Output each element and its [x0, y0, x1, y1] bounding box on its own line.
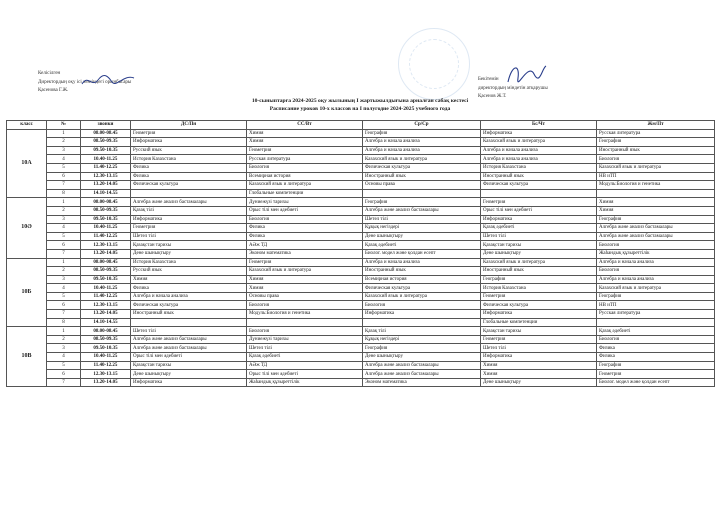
subject-cell: Биология: [363, 301, 481, 310]
subject-cell: [481, 189, 597, 198]
subject-cell: Модуль:Биология и генетика: [597, 181, 715, 190]
bell-time-cell: 14.10-14.55: [81, 318, 131, 327]
subject-cell: НВ иТП: [597, 172, 715, 181]
lesson-number-cell: 3: [47, 344, 81, 353]
bell-time-cell: 09.50-10.35: [81, 344, 131, 353]
table-row: [7, 215, 715, 224]
table-row: [7, 249, 715, 258]
subject-cell: Физика: [247, 232, 363, 241]
subject-cell: Геометрия: [481, 335, 597, 344]
lesson-number-cell: 5: [47, 232, 81, 241]
bell-time-cell: 09.50-10.35: [81, 146, 131, 155]
bell-time-cell: 14.10-14.55: [81, 189, 131, 198]
subject-cell: Қазақстан тарихы: [131, 241, 247, 250]
lesson-number-cell: 5: [47, 361, 81, 370]
subject-cell: Алгебра және анализ бастамалары: [363, 361, 481, 370]
schedule-body: [7, 129, 715, 387]
lesson-number-cell: 6: [47, 241, 81, 250]
approval-left-line-3: Қасенова Г.Ж.: [38, 88, 69, 93]
bell-time-cell: 13.20-14.05: [81, 310, 131, 319]
subject-cell: Русская литература: [597, 129, 715, 138]
bell-time-cell: 08.00-08.45: [81, 258, 131, 267]
subject-cell: Казахский язык и литература: [363, 292, 481, 301]
table-row: [7, 189, 715, 198]
subject-cell: Геометрия: [597, 370, 715, 379]
subject-cell: География: [363, 129, 481, 138]
subject-cell: Шетел тілі: [363, 215, 481, 224]
subject-cell: Қазақ тілі: [131, 206, 247, 215]
lesson-number-cell: 6: [47, 370, 81, 379]
bell-time-cell: 08.50-09.35: [81, 267, 131, 276]
subject-cell: [131, 189, 247, 198]
subject-cell: Информатика: [481, 353, 597, 362]
approval-left-line-2: Директордың оқу ісі жөніндегі орынбасары: [38, 79, 132, 85]
subject-cell: Қазақстан тарихы: [481, 241, 597, 250]
subject-cell: Алгебра және анализ бастамалары: [131, 198, 247, 207]
table-row: [7, 172, 715, 181]
bell-time-cell: 08.50-09.35: [81, 138, 131, 147]
class-name-cell: 10Б: [7, 258, 47, 327]
subject-cell: [247, 318, 363, 327]
subject-cell: Физическая культура: [131, 181, 247, 190]
subject-cell: Иностранный язык: [597, 146, 715, 155]
subject-cell: Русская литература: [597, 310, 715, 319]
table-row: [7, 155, 715, 164]
subject-cell: Информатика: [363, 310, 481, 319]
subject-cell: Казахский язык и литература: [597, 163, 715, 172]
approval-left-line-1: Келісілген: [38, 71, 61, 76]
subject-cell: Биология: [597, 267, 715, 276]
header-number: №: [47, 121, 81, 130]
table-row: [7, 301, 715, 310]
subject-cell: Химия: [481, 361, 597, 370]
title-kazakh: 10-сыныптарға 2024-2025 оқу жылының I жартыжылдығына арналған сабақ кестесі: [251, 98, 469, 104]
subject-cell: Эконом математика: [247, 249, 363, 258]
subject-cell: Иностранный язык: [363, 267, 481, 276]
bell-time-cell: 08.50-09.35: [81, 206, 131, 215]
lesson-number-cell: 7: [47, 378, 81, 387]
lesson-number-cell: 7: [47, 249, 81, 258]
subject-cell: Геометрия: [247, 258, 363, 267]
header-row: [7, 121, 715, 130]
bell-time-cell: 13.20-14.05: [81, 378, 131, 387]
lesson-number-cell: 6: [47, 301, 81, 310]
subject-cell: Иностранный язык: [131, 310, 247, 319]
subject-cell: Алгебра және анализ бастамалары: [363, 370, 481, 379]
subject-cell: Алгебра и начала анализа: [597, 275, 715, 284]
lesson-number-cell: 1: [47, 258, 81, 267]
bell-time-cell: 11.40-12.25: [81, 232, 131, 241]
table-row: [7, 361, 715, 370]
lesson-number-cell: 4: [47, 353, 81, 362]
lesson-number-cell: 5: [47, 292, 81, 301]
subject-cell: Физическая культура: [363, 163, 481, 172]
subject-cell: Қазақ әдебиеті: [247, 353, 363, 362]
lesson-number-cell: 2: [47, 206, 81, 215]
subject-cell: НВ иТП: [597, 301, 715, 310]
subject-cell: География: [597, 361, 715, 370]
subject-cell: Геометрия: [247, 146, 363, 155]
subject-cell: Шетел тілі: [131, 232, 247, 241]
approval-right-line-2: директордың міндетін атқарушы: [478, 85, 548, 91]
subject-cell: Алгебра және анализ бастамалары: [597, 224, 715, 233]
subject-cell: Дене шынықтыру: [481, 378, 597, 387]
subject-cell: Алгебра и начала анализа: [363, 138, 481, 147]
subject-cell: Қазақ әдебиеті: [481, 224, 597, 233]
subject-cell: Эконом математика: [363, 378, 481, 387]
subject-cell: Глобальные компетенции: [481, 318, 597, 327]
subject-cell: Дене шынықтыру: [131, 370, 247, 379]
subject-cell: Казахский язык и литература: [481, 258, 597, 267]
subject-cell: Физическая культура: [481, 301, 597, 310]
subject-cell: Биология: [597, 241, 715, 250]
subject-cell: Шетел тілі: [247, 344, 363, 353]
lesson-number-cell: 3: [47, 215, 81, 224]
lesson-number-cell: 7: [47, 181, 81, 190]
subject-cell: Геометрия: [481, 198, 597, 207]
subject-cell: География: [597, 138, 715, 147]
bell-time-cell: 08.00-08.45: [81, 327, 131, 336]
subject-cell: Шетел тілі: [481, 232, 597, 241]
header-wednesday: Ср/Ср: [363, 121, 481, 130]
subject-cell: История Казахстана: [481, 163, 597, 172]
lesson-number-cell: 4: [47, 155, 81, 164]
subject-cell: Биология: [597, 155, 715, 164]
subject-cell: Шетел тілі: [131, 327, 247, 336]
subject-cell: География: [597, 292, 715, 301]
subject-cell: Информатика: [481, 129, 597, 138]
schedule-table: [6, 120, 715, 387]
subject-cell: Всемирная история: [363, 275, 481, 284]
subject-cell: Қазақстан тарихы: [481, 327, 597, 336]
subject-cell: Физика: [131, 172, 247, 181]
subject-cell: Дене шынықтыру: [363, 232, 481, 241]
subject-cell: Алгебра и начала анализа: [363, 146, 481, 155]
subject-cell: Казахский язык и литература: [481, 138, 597, 147]
bell-time-cell: 10.40-11.25: [81, 284, 131, 293]
subject-cell: [597, 318, 715, 327]
subject-cell: Қазақ әдебиеті: [597, 327, 715, 336]
class-name-cell: 10В: [7, 327, 47, 387]
subject-cell: Химия: [247, 129, 363, 138]
subject-cell: Алгебра и начала анализа: [481, 155, 597, 164]
subject-cell: Казахский язык и литература: [363, 155, 481, 164]
subject-cell: Алгебра және анализ бастамалары: [363, 206, 481, 215]
subject-cell: Құқық негіздері: [363, 224, 481, 233]
lesson-number-cell: 2: [47, 335, 81, 344]
subject-cell: Информатика: [131, 215, 247, 224]
table-row: [7, 370, 715, 379]
lesson-number-cell: 4: [47, 224, 81, 233]
bell-time-cell: 10.40-11.25: [81, 353, 131, 362]
subject-cell: Биология: [247, 301, 363, 310]
class-name-cell: 10А: [7, 129, 47, 198]
subject-cell: Биология: [597, 335, 715, 344]
subject-cell: Химия: [247, 275, 363, 284]
subject-cell: Құқық негіздері: [363, 335, 481, 344]
subject-cell: Модуль:Биология и генетика: [247, 310, 363, 319]
subject-cell: Химия: [597, 198, 715, 207]
subject-cell: Иностранный язык: [363, 172, 481, 181]
subject-cell: География: [363, 198, 481, 207]
lesson-number-cell: 5: [47, 163, 81, 172]
subject-cell: Дене шынықтыру: [363, 353, 481, 362]
bell-time-cell: 10.40-11.25: [81, 155, 131, 164]
subject-cell: Жаһандық құзыреттілік: [247, 378, 363, 387]
bell-time-cell: 09.50-10.35: [81, 215, 131, 224]
subject-cell: Физика: [597, 353, 715, 362]
lesson-number-cell: 8: [47, 318, 81, 327]
subject-cell: Казахский язык и литература: [247, 181, 363, 190]
subject-cell: Информатика: [481, 310, 597, 319]
table-row: [7, 163, 715, 172]
header-friday: Жм/Пт: [597, 121, 715, 130]
subject-cell: Алгебра и начала анализа: [131, 292, 247, 301]
header-tuesday: СС/Вт: [247, 121, 363, 130]
subject-cell: Физическая культура: [481, 181, 597, 190]
subject-cell: Орыс тілі мен әдебиеті: [247, 370, 363, 379]
subject-cell: Геометрия: [481, 292, 597, 301]
subject-cell: Биолог. модел және қолдан есепт: [363, 249, 481, 258]
bell-time-cell: 12.30-13.15: [81, 241, 131, 250]
lesson-number-cell: 1: [47, 327, 81, 336]
lesson-number-cell: 6: [47, 172, 81, 181]
lesson-number-cell: 3: [47, 146, 81, 155]
subject-cell: Физика: [597, 344, 715, 353]
bell-time-cell: 11.40-12.25: [81, 163, 131, 172]
subject-cell: Шетел тілі: [481, 344, 597, 353]
subject-cell: Дене шынықтыру: [481, 249, 597, 258]
document-titles: [150, 98, 570, 113]
subject-cell: Физика: [131, 163, 247, 172]
table-row: [7, 344, 715, 353]
signature-right: [504, 60, 548, 90]
table-row: [7, 327, 715, 336]
subject-cell: Глобальные компетенции: [247, 189, 363, 198]
subject-cell: Дүниежүзі тарихы: [247, 335, 363, 344]
bell-time-cell: 12.30-13.15: [81, 172, 131, 181]
subject-cell: Алгебра и начала анализа: [363, 258, 481, 267]
lesson-number-cell: 3: [47, 275, 81, 284]
table-row: [7, 232, 715, 241]
subject-cell: Химия: [247, 284, 363, 293]
subject-cell: Алгебра және анализ бастамалары: [131, 335, 247, 344]
subject-cell: Дүниежүзі тарихы: [247, 198, 363, 207]
subject-cell: Химия: [247, 138, 363, 147]
subject-cell: История Казахстана: [131, 155, 247, 164]
bell-time-cell: 12.30-13.15: [81, 370, 131, 379]
lesson-number-cell: 8: [47, 189, 81, 198]
lesson-number-cell: 2: [47, 267, 81, 276]
subject-cell: Биология: [247, 327, 363, 336]
header-bells: звонки: [81, 121, 131, 130]
bell-time-cell: 08.00-08.45: [81, 129, 131, 138]
subject-cell: Биология: [247, 215, 363, 224]
subject-cell: Қазақ әдебиеті: [363, 241, 481, 250]
subject-cell: Алгебра және анализ бастамалары: [597, 232, 715, 241]
bell-time-cell: 08.00-08.45: [81, 198, 131, 207]
table-row: [7, 378, 715, 387]
subject-cell: География: [481, 275, 597, 284]
subject-cell: Информатика: [131, 138, 247, 147]
header-monday: ДС/Пн: [131, 121, 247, 130]
lesson-number-cell: 2: [47, 138, 81, 147]
subject-cell: Русский язык: [131, 267, 247, 276]
table-row: [7, 224, 715, 233]
subject-cell: Орыс тілі мен әдебиеті: [481, 206, 597, 215]
table-row: [7, 353, 715, 362]
table-row: [7, 198, 715, 207]
subject-cell: Всемирная история: [247, 172, 363, 181]
subject-cell: АӘж ТД: [247, 241, 363, 250]
subject-cell: Физическая культура: [131, 301, 247, 310]
table-row: [7, 138, 715, 147]
table-row: [7, 258, 715, 267]
subject-cell: Химия: [131, 275, 247, 284]
subject-cell: Иностранный язык: [481, 267, 597, 276]
subject-cell: Казахский язык и литература: [597, 284, 715, 293]
header-class: класс: [7, 121, 47, 130]
subject-cell: Информатика: [131, 378, 247, 387]
subject-cell: Алгебра и начала анализа: [481, 146, 597, 155]
table-row: [7, 267, 715, 276]
subject-cell: [363, 189, 481, 198]
subject-cell: Биолог. модел және қолдан есепт: [597, 378, 715, 387]
subject-cell: Орыс тілі мен әдебиеті: [131, 353, 247, 362]
official-stamp: [398, 28, 470, 100]
subject-cell: Физическая культура: [363, 284, 481, 293]
table-row: [7, 275, 715, 284]
bell-time-cell: 13.20-14.05: [81, 181, 131, 190]
lesson-number-cell: 4: [47, 284, 81, 293]
subject-cell: Жаһандық құзыреттілік: [597, 249, 715, 258]
table-row: [7, 284, 715, 293]
bell-time-cell: 12.30-13.15: [81, 301, 131, 310]
subject-cell: Русская литература: [247, 155, 363, 164]
subject-cell: [363, 318, 481, 327]
table-row: [7, 292, 715, 301]
subject-cell: Қазақстан тарихы: [131, 361, 247, 370]
subject-cell: Алгебра және анализ бастамалары: [131, 344, 247, 353]
header-thursday: Бс/Чт: [481, 121, 597, 130]
table-row: [7, 335, 715, 344]
bell-time-cell: 10.40-11.25: [81, 224, 131, 233]
subject-cell: Иностранный язык: [481, 172, 597, 181]
subject-cell: Основы права: [363, 181, 481, 190]
subject-cell: Геометрия: [131, 129, 247, 138]
subject-cell: Биология: [247, 163, 363, 172]
subject-cell: Химия: [481, 370, 597, 379]
lesson-number-cell: 1: [47, 198, 81, 207]
lesson-number-cell: 7: [47, 310, 81, 319]
approval-right-line-3: Қасенов Ж.Т.: [478, 94, 507, 99]
subject-cell: Русский язык: [131, 146, 247, 155]
signature-left: [78, 70, 138, 92]
subject-cell: Физика: [247, 224, 363, 233]
subject-cell: Казахский язык и литература: [247, 267, 363, 276]
table-row: [7, 318, 715, 327]
table-row: [7, 181, 715, 190]
subject-cell: Дене шынықтыру: [131, 249, 247, 258]
subject-cell: АӘж ТД: [247, 361, 363, 370]
bell-time-cell: 11.40-12.25: [81, 361, 131, 370]
bell-time-cell: 08.50-09.35: [81, 335, 131, 344]
subject-cell: Информатика: [481, 215, 597, 224]
bell-time-cell: 13.20-14.05: [81, 249, 131, 258]
subject-cell: Алгебра и начала анализа: [597, 258, 715, 267]
subject-cell: Орыс тілі мен әдебиеті: [247, 206, 363, 215]
bell-time-cell: 11.40-12.25: [81, 292, 131, 301]
approval-right-line-1: Бекітемін: [478, 77, 499, 82]
table-row: [7, 146, 715, 155]
subject-cell: География: [363, 344, 481, 353]
subject-cell: Қазақ тілі: [363, 327, 481, 336]
subject-cell: География: [597, 215, 715, 224]
class-name-cell: 10Ә: [7, 198, 47, 258]
subject-cell: [597, 189, 715, 198]
bell-time-cell: 09.50-10.35: [81, 275, 131, 284]
subject-cell: [131, 318, 247, 327]
subject-cell: Геометрия: [131, 224, 247, 233]
table-row: [7, 241, 715, 250]
subject-cell: История Казахстана: [481, 284, 597, 293]
subject-cell: Химия: [597, 206, 715, 215]
lesson-number-cell: 1: [47, 129, 81, 138]
subject-cell: Физика: [131, 284, 247, 293]
subject-cell: История Казахстана: [131, 258, 247, 267]
table-row: [7, 310, 715, 319]
table-row: [7, 129, 715, 138]
title-russian: Расписание уроков 10-х классов на I полугодие 2024-2025 учебного года: [269, 105, 451, 112]
subject-cell: Основы права: [247, 292, 363, 301]
table-row: [7, 206, 715, 215]
